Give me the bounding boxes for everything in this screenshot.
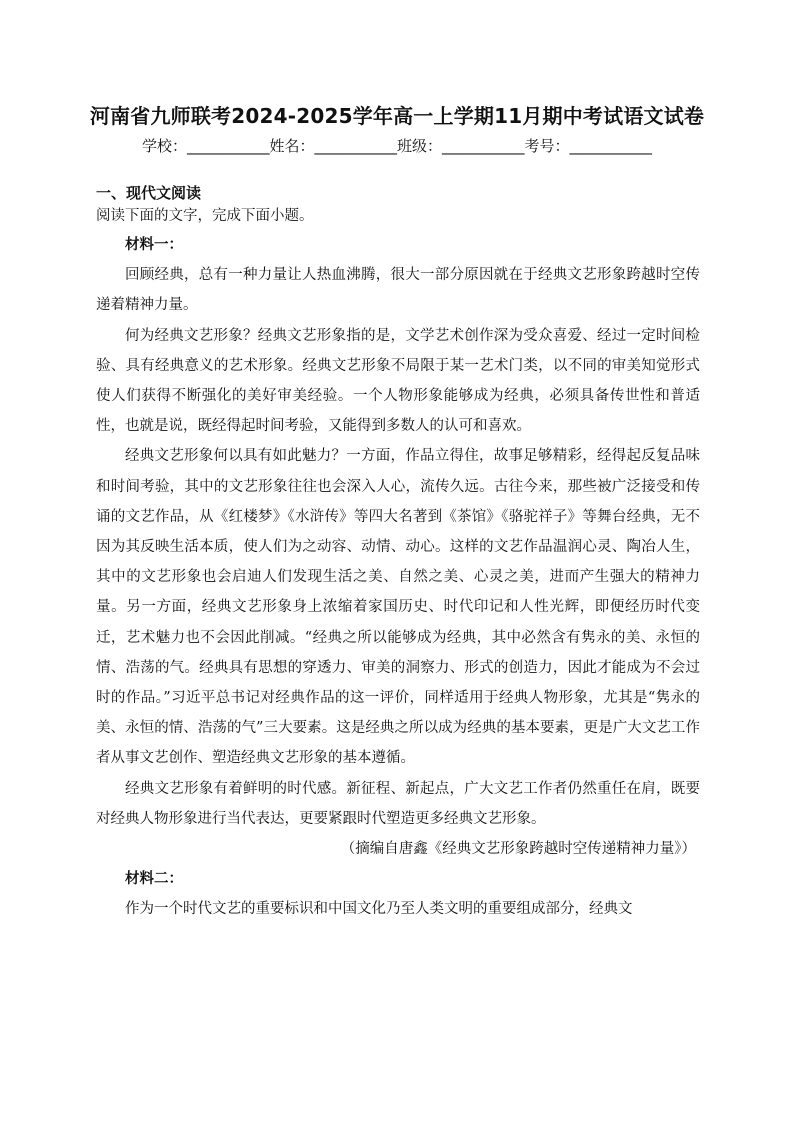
material-one-paragraph-3: 经典文艺形象何以具有如此魅力？一方面，作品立得住，故事足够精彩，经得起反复品味和时间考验，其中的文艺形象往往也会深入人心，流传久远。古往今来，那些被广泛接受和传诵的文艺作品，从《红楼梦》《水浒传》等四大名著到《茶馆》《骆驼祥子》等舞台经典，无不因为其反映生活本质，使人们为之动容、动情、动心。这样的文艺作品温润心灵、陶冶人生，其中的文艺形象也会启迪人们发现生活之美、自然之美、心灵之美，进而产生强大的精神力量。另一方面，经典文艺形象身上浓缩着家国历史、时代印记和人性光辉，即便经历时代变迁，艺术魅力也不会因此削减。“经典之所以能够成为经典，其中必然含有隽永的美、永恒的情、浩荡的气。经典具有思想的穿透力、审美的洞察力、形式的创造力，因此才能成为不会过时的作品。”习近平总书记对经典作品的这一评价，同样适用于经典人物形象，尤其是“隽永的美、永恒的情、浩荡的气”三大要素。这是经典之所以成为经典的基本要素，更是广大文艺工作者从事文艺创作、塑造经典文艺形象的基本遵循。 xyxy=(96,448,700,767)
exam-title: 河南省九师联考2024-2025学年高一上学期11月期中考试语文试卷 xyxy=(89,104,705,128)
reading-instruction: 阅读下面的文字，完成下面小题。 xyxy=(96,208,314,224)
material-one-paragraph-4: 经典文艺形象有着鲜明的时代感。新征程、新起点，广大文艺工作者仍然重任在肩，既要对经典人物形象进行当代表达，更要紧跟时代塑造更多经典文艺形象。 xyxy=(96,780,700,827)
material-one-paragraph-1: 回顾经典，总有一种力量让人热血沸腾，很大一部分原因就在于经典文艺形象跨越时空传递着精神力量。 xyxy=(96,267,700,314)
material-one-label: 材料一： xyxy=(125,237,183,253)
material-one-source: （摘编自唐鑫《经典文艺形象跨越时空传递精神力量》） xyxy=(340,841,696,858)
material-two-label: 材料二： xyxy=(125,871,183,888)
material-one-paragraph-2: 何为经典文艺形象？经典文艺形象指的是，文学艺术创作深为受众喜爱、经过一定时间检验、具有经典意义的艺术形象。经典文艺形象不局限于某一艺术门类，以不同的审美知觉形式使人们获得不断强化的美好审美经验。一个人物形象能够成为经典，必须具备传世性和普适性，也就是说，既经得起时间考验，又能得到多数人的认可和喜欢。 xyxy=(96,327,700,435)
student-info-line: 学校：___________姓名：___________班级：___________考号：___________ xyxy=(141,137,652,155)
section-heading: 一、现代文阅读 xyxy=(96,184,202,202)
material-two-paragraph-1: 作为一个时代文艺的重要标识和中国文化乃至人类文明的重要组成部分，经典文 xyxy=(125,901,633,918)
reading-passage xyxy=(96,230,700,925)
